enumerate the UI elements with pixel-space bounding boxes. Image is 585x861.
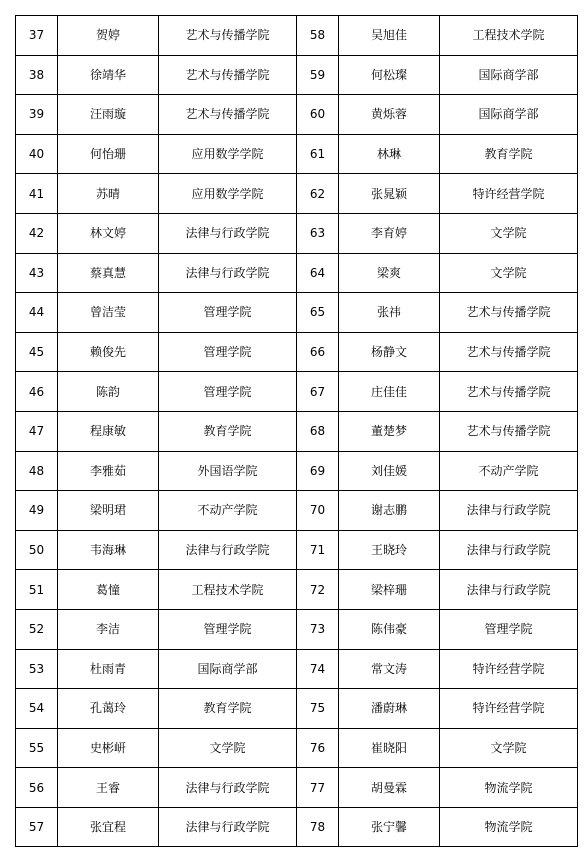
table-row xyxy=(16,16,578,56)
student-name-right: 谢志鹏 xyxy=(339,491,440,531)
row-number-right: 59 xyxy=(297,55,339,95)
student-name-right: 陈伟豪 xyxy=(339,609,440,649)
row-number-left: 39 xyxy=(16,95,58,135)
row-number-left: 40 xyxy=(16,134,58,174)
student-name-right: 何松璨 xyxy=(339,55,440,95)
student-name-right: 梁梓珊 xyxy=(339,570,440,610)
college-left: 应用数学学院 xyxy=(159,174,297,214)
row-number-left: 50 xyxy=(16,530,58,570)
student-name-left: 李洁 xyxy=(58,609,159,649)
student-name-left: 林文婷 xyxy=(58,213,159,253)
college-right: 法律与行政学院 xyxy=(440,570,578,610)
row-number-right: 70 xyxy=(297,491,339,531)
row-number-right: 58 xyxy=(297,16,339,56)
college-right: 文学院 xyxy=(440,213,578,253)
college-left: 艺术与传播学院 xyxy=(159,16,297,56)
row-number-right: 62 xyxy=(297,174,339,214)
college-right: 艺术与传播学院 xyxy=(440,293,578,333)
row-number-left: 41 xyxy=(16,174,58,214)
table-row xyxy=(16,689,578,729)
college-right: 国际商学部 xyxy=(440,95,578,135)
row-number-left: 42 xyxy=(16,213,58,253)
student-name-left: 蔡真慧 xyxy=(58,253,159,293)
row-number-left: 57 xyxy=(16,807,58,847)
student-name-left: 葛憧 xyxy=(58,570,159,610)
student-name-left: 韦海琳 xyxy=(58,530,159,570)
student-name-left: 王睿 xyxy=(58,768,159,808)
table-row xyxy=(16,451,578,491)
row-number-right: 64 xyxy=(297,253,339,293)
table-row xyxy=(16,134,578,174)
student-name-left: 史彬岍 xyxy=(58,728,159,768)
college-left: 教育学院 xyxy=(159,689,297,729)
student-name-left: 张宜程 xyxy=(58,807,159,847)
college-right: 特许经营学院 xyxy=(440,689,578,729)
row-number-right: 76 xyxy=(297,728,339,768)
row-number-left: 48 xyxy=(16,451,58,491)
row-number-right: 68 xyxy=(297,411,339,451)
student-name-left: 孔蔼玲 xyxy=(58,689,159,729)
college-right: 国际商学部 xyxy=(440,55,578,95)
college-left: 管理学院 xyxy=(159,332,297,372)
table-row xyxy=(16,728,578,768)
college-right: 法律与行政学院 xyxy=(440,530,578,570)
row-number-right: 78 xyxy=(297,807,339,847)
college-left: 工程技术学院 xyxy=(159,570,297,610)
row-number-left: 37 xyxy=(16,16,58,56)
college-left: 法律与行政学院 xyxy=(159,530,297,570)
college-right: 管理学院 xyxy=(440,609,578,649)
college-right: 物流学院 xyxy=(440,768,578,808)
student-name-right: 张祎 xyxy=(339,293,440,333)
college-left: 管理学院 xyxy=(159,609,297,649)
student-name-right: 梁爽 xyxy=(339,253,440,293)
row-number-left: 52 xyxy=(16,609,58,649)
college-right: 艺术与传播学院 xyxy=(440,411,578,451)
college-left: 艺术与传播学院 xyxy=(159,55,297,95)
row-number-right: 67 xyxy=(297,372,339,412)
college-left: 法律与行政学院 xyxy=(159,253,297,293)
row-number-left: 53 xyxy=(16,649,58,689)
table-row xyxy=(16,174,578,214)
student-name-left: 苏晴 xyxy=(58,174,159,214)
college-left: 国际商学部 xyxy=(159,649,297,689)
college-left: 管理学院 xyxy=(159,293,297,333)
college-right: 法律与行政学院 xyxy=(440,491,578,531)
table-row xyxy=(16,609,578,649)
table-row xyxy=(16,332,578,372)
row-number-right: 60 xyxy=(297,95,339,135)
table-row xyxy=(16,570,578,610)
student-name-right: 黄烁蓉 xyxy=(339,95,440,135)
table-row xyxy=(16,293,578,333)
college-right: 文学院 xyxy=(440,728,578,768)
student-name-right: 杨静文 xyxy=(339,332,440,372)
table-row xyxy=(16,807,578,847)
table-row xyxy=(16,649,578,689)
student-name-right: 吴旭佳 xyxy=(339,16,440,56)
college-right: 物流学院 xyxy=(440,807,578,847)
college-right: 文学院 xyxy=(440,253,578,293)
student-name-right: 张宁馨 xyxy=(339,807,440,847)
college-left: 艺术与传播学院 xyxy=(159,95,297,135)
student-name-left: 徐靖华 xyxy=(58,55,159,95)
college-left: 文学院 xyxy=(159,728,297,768)
student-name-left: 赖俊先 xyxy=(58,332,159,372)
student-name-right: 李育婷 xyxy=(339,213,440,253)
student-name-right: 潘蔚琳 xyxy=(339,689,440,729)
table-row xyxy=(16,491,578,531)
student-name-right: 常文涛 xyxy=(339,649,440,689)
row-number-left: 51 xyxy=(16,570,58,610)
row-number-left: 49 xyxy=(16,491,58,531)
row-number-left: 47 xyxy=(16,411,58,451)
row-number-right: 74 xyxy=(297,649,339,689)
college-right: 特许经营学院 xyxy=(440,174,578,214)
student-name-left: 梁明珺 xyxy=(58,491,159,531)
college-left: 法律与行政学院 xyxy=(159,807,297,847)
row-number-left: 46 xyxy=(16,372,58,412)
row-number-right: 75 xyxy=(297,689,339,729)
college-left: 法律与行政学院 xyxy=(159,768,297,808)
college-right: 教育学院 xyxy=(440,134,578,174)
student-name-left: 程康敏 xyxy=(58,411,159,451)
student-name-right: 胡曼霖 xyxy=(339,768,440,808)
table-row xyxy=(16,95,578,135)
student-name-left: 汪雨璇 xyxy=(58,95,159,135)
row-number-right: 61 xyxy=(297,134,339,174)
college-left: 教育学院 xyxy=(159,411,297,451)
college-right: 特许经营学院 xyxy=(440,649,578,689)
row-number-left: 55 xyxy=(16,728,58,768)
student-name-left: 贺婷 xyxy=(58,16,159,56)
row-number-left: 43 xyxy=(16,253,58,293)
college-left: 应用数学学院 xyxy=(159,134,297,174)
college-left: 不动产学院 xyxy=(159,491,297,531)
row-number-right: 69 xyxy=(297,451,339,491)
row-number-left: 44 xyxy=(16,293,58,333)
row-number-left: 45 xyxy=(16,332,58,372)
student-name-left: 李雅茹 xyxy=(58,451,159,491)
row-number-left: 56 xyxy=(16,768,58,808)
roster-body xyxy=(16,16,578,847)
row-number-right: 77 xyxy=(297,768,339,808)
college-left: 法律与行政学院 xyxy=(159,213,297,253)
table-row xyxy=(16,530,578,570)
table-row xyxy=(16,411,578,451)
roster-table xyxy=(15,15,578,847)
student-name-right: 张晁颖 xyxy=(339,174,440,214)
college-right: 艺术与传播学院 xyxy=(440,372,578,412)
row-number-right: 73 xyxy=(297,609,339,649)
student-name-right: 刘佳媛 xyxy=(339,451,440,491)
student-name-left: 陈韵 xyxy=(58,372,159,412)
table-row xyxy=(16,768,578,808)
table-row xyxy=(16,55,578,95)
student-name-left: 曾洁莹 xyxy=(58,293,159,333)
college-right: 不动产学院 xyxy=(440,451,578,491)
row-number-right: 66 xyxy=(297,332,339,372)
table-row xyxy=(16,372,578,412)
college-right: 艺术与传播学院 xyxy=(440,332,578,372)
table-row xyxy=(16,213,578,253)
row-number-left: 54 xyxy=(16,689,58,729)
row-number-right: 65 xyxy=(297,293,339,333)
row-number-right: 71 xyxy=(297,530,339,570)
student-name-left: 何怡珊 xyxy=(58,134,159,174)
college-left: 管理学院 xyxy=(159,372,297,412)
college-left: 外国语学院 xyxy=(159,451,297,491)
student-name-right: 庄佳佳 xyxy=(339,372,440,412)
table-row xyxy=(16,253,578,293)
student-name-right: 王晓玲 xyxy=(339,530,440,570)
row-number-right: 63 xyxy=(297,213,339,253)
student-name-right: 崔晓阳 xyxy=(339,728,440,768)
student-name-right: 董楚梦 xyxy=(339,411,440,451)
student-name-right: 林琳 xyxy=(339,134,440,174)
college-right: 工程技术学院 xyxy=(440,16,578,56)
student-name-left: 杜雨青 xyxy=(58,649,159,689)
row-number-right: 72 xyxy=(297,570,339,610)
row-number-left: 38 xyxy=(16,55,58,95)
